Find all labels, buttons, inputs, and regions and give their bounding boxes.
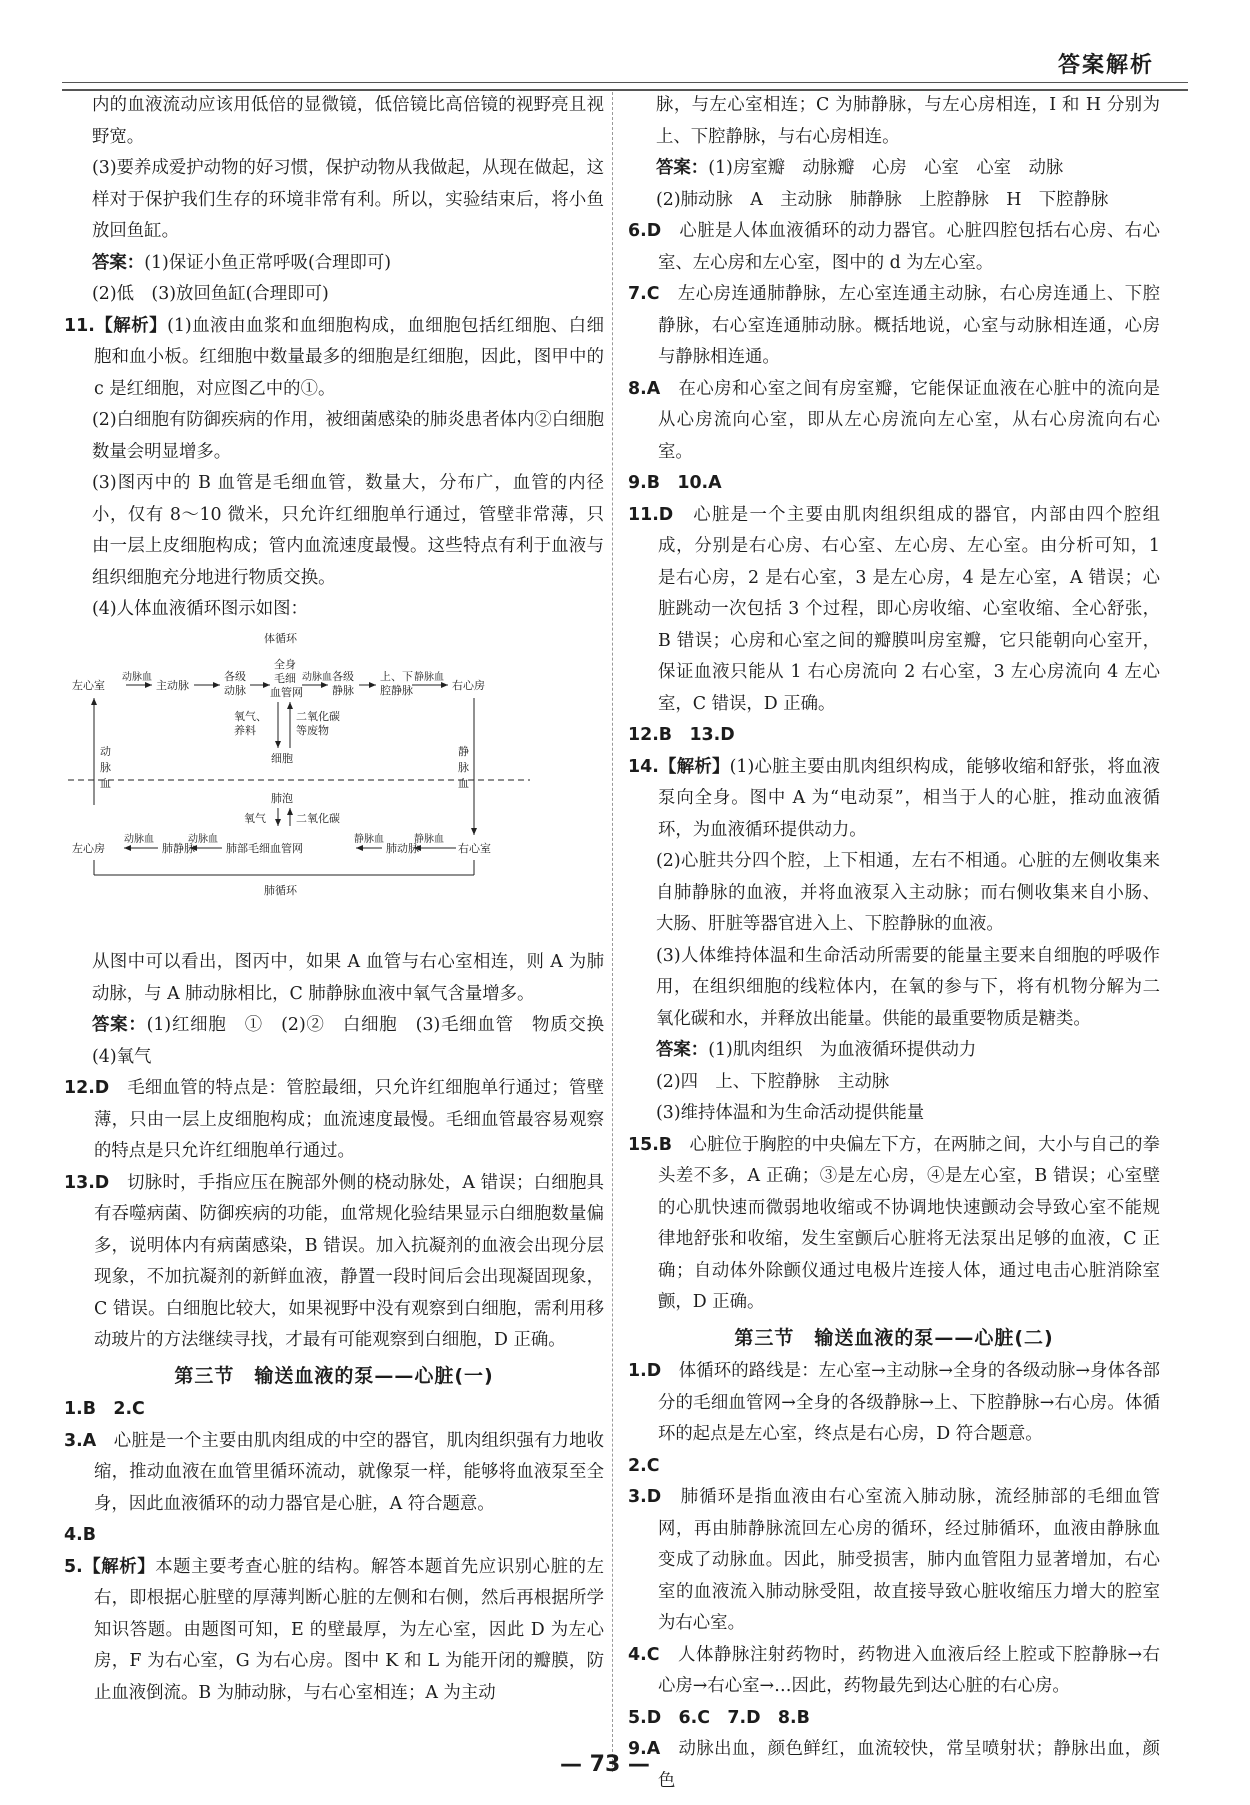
- answer-label: 答案：: [92, 252, 145, 273]
- answer-paragraph: [628, 500, 1160, 721]
- answer-label: 答案：: [656, 1040, 709, 1060]
- answer-paragraph: [64, 1426, 604, 1521]
- label-co2: 二氧化碳: [296, 811, 340, 825]
- answer-text: (3)维持体温和为生命活动提供能量: [656, 1103, 925, 1123]
- answer-text: 毛细血管的特点是：管腔最细，只允许红细胞单行通过；管壁薄，只由一层上皮细胞构成；血流速度最慢。毛细血管最容易观察的特点是只允许红细胞单行通过。: [94, 1078, 604, 1161]
- answer-label: 5.D 6.C 7.D 8.B: [628, 1707, 810, 1728]
- answer-text: (3)要养成爱护动物的好习惯，保护动物从我做起，从现在做起，这样对于保护我们生存的环境非常有利。所以，实验结束后，将小鱼放回鱼缸。: [92, 158, 604, 241]
- answer-text: 心脏位于胸腔的中央偏左下方，在两肺之间，大小与自己的拳头差不多，A 正确；③是左心房，④是左心室，B 错误；心室壁的心肌快速而微弱地收缩或不协调地快速颤动会导致心室不能规律地舒张和收缩，发生室颤后心脏将无法泵出足够的血液，C 正确；自动体外除颤仪通过电极片连接人体，通过电击心脏消除室颤，D 正确。: [658, 1134, 1160, 1312]
- answer-paragraph: [628, 1067, 1160, 1099]
- answer-label: 15.B: [628, 1134, 673, 1155]
- answer-paragraph: [64, 405, 604, 468]
- answer-text: (1)血液由血浆和血细胞构成，血细胞包括红细胞、白细胞和血小板。红细胞中数量最多的细胞是红细胞，因此，图甲中的 c 是红细胞，对应图乙中的①。: [94, 315, 605, 399]
- answer-label: 答案：: [92, 1015, 147, 1035]
- answer-text: 本题主要考查心脏的结构。解答本题首先应识别心脏的左右，即根据心脏壁的厚薄判断心脏的左侧和右侧，然后再根据所学知识答题。由题图可知，E 的壁最厚，为左心室，因此 D 为左心房，F 为右心室，G 为右心房。图中 K 和 L 为能开闭的瓣膜，防止血液倒流。B 为肺动脉，与右心室相连；A 为主动: [94, 1556, 604, 1703]
- node-right-ventricle: 右心室: [458, 841, 491, 855]
- answer-paragraph: [628, 1130, 1160, 1319]
- answer-label: 1.B 2.C: [64, 1399, 145, 1419]
- answer-text: 左心房连通肺静脉，左心室连通主动脉，右心房连通上、下腔静脉，右心室连通肺动脉。概括地说，心室与动脉相连通，心房与静脉相连通。: [658, 284, 1160, 367]
- answer-label: 2.C: [628, 1455, 660, 1476]
- label-oxygen-nutrients-2: 养料: [234, 723, 256, 737]
- answer-text: 从图中可以看出，图丙中，如果 A 血管与右心室相连，则 A 为肺动脉，与 A 肺动脉相比，C 肺静脉血液中氧气含量增多。: [92, 952, 604, 1004]
- answer-text: (1)保证小鱼正常呼吸(合理即可): [144, 252, 392, 273]
- answer-label: 9.A: [628, 1739, 661, 1759]
- blood-circulation-diagram: [64, 630, 604, 942]
- node-arteries-2: 动脉: [224, 683, 246, 697]
- answer-label: 14.【解析】: [628, 756, 730, 777]
- node-vena-cava-2: 腔静脉: [380, 683, 413, 697]
- label-co2-waste-2: 等废物: [296, 723, 329, 737]
- node-arteries-1: 各级: [224, 669, 246, 683]
- label-oxygen-nutrients-1: 氧气、: [234, 709, 267, 723]
- answer-text: 体循环的路线是：左心室→主动脉→全身的各级动脉→身体各部分的毛细血管网→全身的各级静脉→上、下腔静脉→右心房。体循环的起点是左心室，终点是右心房，D 符合题意。: [658, 1361, 1160, 1444]
- answer-paragraph: [64, 1520, 604, 1552]
- answer-text: (1)红细胞 ① (2)② 白细胞 (3)毛细血管 物质交换 (4)氧气: [92, 1015, 622, 1067]
- answer-paragraph: [628, 941, 1160, 1036]
- edge-label-venous-1: 静脉血: [414, 671, 444, 683]
- vertical-venous-3: 血: [458, 776, 469, 790]
- answer-text: (2)心脏共分四个腔，上下相通，左右不相通。心脏的左侧收集来自肺静脉的血液，并将血液泵入主动脉；而右侧收集来自小肠、大肠、肝脏等器官进入上、下腔静脉的血液。: [656, 851, 1160, 934]
- answer-label: 5.【解析】: [64, 1556, 156, 1577]
- answer-paragraph: [628, 153, 1160, 185]
- answer-paragraph: [628, 1734, 1160, 1797]
- node-right-atrium: 右心房: [452, 678, 485, 692]
- answer-paragraph: [628, 90, 1160, 153]
- edge-label-arterial-1: 动脉血: [122, 671, 152, 683]
- answer-text: 切脉时，手指应压在腕部外侧的桡动脉处，A 错误；白细胞具有吞噬病菌、防御疾病的功能，血常规化验结果显示白细胞数量偏多，说明体内有病菌感染，B 错误。加入抗凝剂的血液会出现分层现象，不加抗凝剂的新鲜血液，静置一段时间后会出现凝固现象，C 错误。白细胞比较大，如果视野中没有观察到白细胞，需利用移动玻片的方法继续寻找，才最有可能观察到白细胞，D 正确。: [94, 1172, 604, 1350]
- answer-paragraph: [64, 279, 604, 311]
- node-lung-capillary: 肺部毛细血管网: [226, 841, 303, 855]
- vertical-venous-1: 静: [458, 744, 469, 758]
- node-cell: 细胞: [271, 751, 293, 765]
- answer-paragraph: [628, 216, 1160, 279]
- vertical-arterial-2: 脉: [100, 760, 111, 774]
- label-systemic-circulation: 体循环: [264, 631, 297, 645]
- node-alveoli: 肺泡: [271, 791, 293, 805]
- node-capillary-1: 全身: [274, 657, 296, 671]
- answer-paragraph: [64, 248, 604, 280]
- answer-label: 1.D: [628, 1361, 662, 1381]
- node-aorta: 主动脉: [156, 678, 189, 692]
- answer-paragraph: [64, 153, 604, 248]
- answer-text: 心脏是人体血液循环的动力器官。心脏四腔包括右心房、右心室、左心房和左心室，图中的 d 为左心室。: [658, 221, 1160, 273]
- answer-text: (1)房室瓣 动脉瓣 心房 心室 心室 动脉: [708, 158, 1064, 178]
- answer-label: 12.D: [64, 1078, 110, 1098]
- answer-text: (4)人体血液循环图示如图：: [92, 599, 308, 619]
- answer-label: 11.【解析】: [64, 315, 168, 336]
- section-heading: 第三节 输送血液的泵——心脏(二): [734, 1326, 1054, 1349]
- answer-text: 动脉出血，颜色鲜红，血流较快，常呈喷射状；静脉出血，颜色: [658, 1739, 1160, 1791]
- answer-label: 12.B 13.D: [628, 725, 735, 745]
- answer-label: 4.B: [64, 1525, 96, 1545]
- answer-text: 心脏是一个主要由肌肉组成的中空的器官，肌肉组织强有力地收缩，推动血液在血管里循环流动，就像泵一样，能够将血液泵至全身，因此血液循环的动力器官是心脏，A 符合题意。: [94, 1430, 604, 1514]
- edge-label-venous-4: 静脉血: [414, 833, 444, 845]
- answer-paragraph: [628, 468, 1160, 500]
- answer-paragraph: [628, 1356, 1160, 1451]
- node-pulmonary-artery: 肺动脉: [386, 841, 419, 855]
- answer-text: 心脏是一个主要由肌肉组织组成的器官，内部由四个腔组成，分别是右心房、右心室、左心房、左心室。由分析可知，1 是右心房，2 是右心室，3 是左心房，4 是左心室，A 错误；心脏跳动一次包括 3 个过程，即心房收缩、心室收缩、全心舒张，B 错误；心房和心室之间的瓣膜叫房室瓣，它只能朝向心室开，保证血液只能从 1 右心房流向 2 右心室，3 左心房流向 4 左心室，C 错误，D 正确。: [658, 504, 1160, 714]
- vertical-arterial-1: 动: [100, 744, 111, 758]
- answer-paragraph: [628, 846, 1160, 941]
- answer-text: (3)人体维持体温和生命活动所需要的能量主要来自细胞的呼吸作用，在组织细胞的线粒体内，在氧的参与下，将有机物分解为二氧化碳和水，并释放出能量。供能的最重要物质是糖类。: [656, 945, 1160, 1029]
- vertical-arterial-3: 血: [100, 776, 111, 790]
- answer-paragraph: [64, 90, 604, 153]
- answer-text: (3)图丙中的 B 血管是毛细血管，数量大，分布广，血管的内径小，仅有 8～10 微米，只允许红细胞单行通过，管壁非常薄，只由一层上皮细胞构成；管内血流速度最慢。这些特点有利于血液与组织细胞充分地进行物质交换。: [92, 473, 604, 588]
- answer-label: 13.D: [64, 1172, 110, 1193]
- answer-paragraph: [628, 1482, 1160, 1640]
- answer-text: 肺循环是指血液由右心室流入肺动脉，流经肺部的毛细血管网，再由肺静脉流回左心房的循环，经过肺循环，血液由静脉血变成了动脉血。因此，肺受损害，肺内血管阻力显著增加，右心室的血液流入肺动脉受阻，故直接导致心脏收缩压力增大的腔室为右心室。: [658, 1487, 1160, 1633]
- answer-label: 3.D: [628, 1487, 662, 1507]
- answer-paragraph: [64, 594, 604, 626]
- label-oxygen: 氧气: [244, 811, 266, 825]
- answer-text: (1)心脏主要由肌肉组织构成，能够收缩和舒张，将血液泵向全身。图中 A 为“电动泵”，相当于人的心脏，推动血液循环，为血液循环提供动力。: [658, 756, 1160, 840]
- page-number: — 73 —: [560, 1752, 650, 1777]
- node-pulmonary-vein: 肺静脉: [162, 841, 195, 855]
- answer-paragraph: [64, 1010, 622, 1073]
- label-pulmonary-circulation: 肺循环: [264, 883, 297, 897]
- answer-label: 7.C: [628, 284, 660, 304]
- answer-paragraph: [64, 1168, 604, 1357]
- answer-paragraph: [628, 720, 1160, 752]
- answer-label: 3.A: [64, 1430, 97, 1451]
- answer-text: 脉，与左心室相连；C 为肺静脉，与左心房相连，I 和 H 分别为上、下腔静脉，与右心房相连。: [656, 95, 1160, 147]
- column-divider: [612, 92, 613, 1772]
- right-column: [628, 90, 1160, 1797]
- label-co2-waste-1: 二氧化碳: [296, 709, 340, 723]
- answer-text: (2)肺动脉 A 主动脉 肺静脉 上腔静脉 H 下腔静脉: [656, 189, 1109, 210]
- answer-text: (2)低 (3)放回鱼缸(合理即可): [92, 284, 329, 304]
- node-veins-2: 静脉: [332, 683, 354, 697]
- edge-label-arterial-3: 动脉血: [124, 833, 154, 845]
- answer-label: 11.D: [628, 504, 674, 525]
- answer-label: 答案：: [656, 158, 709, 178]
- answer-paragraph: [64, 1394, 604, 1426]
- answer-paragraph: [628, 752, 1160, 847]
- answer-paragraph: [64, 1073, 604, 1168]
- node-capillary-2: 毛细: [274, 671, 296, 685]
- answer-paragraph: [628, 1035, 1160, 1067]
- answer-paragraph: [628, 185, 1160, 217]
- answer-paragraph: [628, 374, 1160, 469]
- answer-paragraph: [64, 311, 604, 406]
- answer-text: 内的血液流动应该用低倍的显微镜，低倍镜比高倍镜的视野亮且视野宽。: [92, 95, 604, 147]
- answer-paragraph: [64, 947, 604, 1010]
- answer-paragraph: [64, 1552, 604, 1710]
- left-column: [64, 90, 622, 1709]
- answer-paragraph: [628, 1451, 1160, 1483]
- answer-text: 在心房和心室之间有房室瓣，它能保证血液在心脏中的流向是从心房流向心室，即从左心房流向左心室，从右心房流向右心室。: [658, 378, 1160, 462]
- vertical-venous-2: 脉: [458, 760, 469, 774]
- answer-text: 人体静脉注射药物时，药物进入血液后经上腔或下腔静脉→右心房→右心室→…因此，药物最先到达心脏的右心房。: [658, 1644, 1160, 1696]
- answer-label: 9.B 10.A: [628, 473, 722, 493]
- answer-paragraph: [64, 468, 604, 594]
- answer-label: 8.A: [628, 378, 661, 399]
- edge-label-arterial-2: 动脉血: [302, 671, 332, 683]
- section-heading: 第三节 输送血液的泵——心脏(一): [174, 1364, 494, 1387]
- answer-paragraph: [628, 1640, 1160, 1703]
- answer-paragraph: [628, 279, 1160, 374]
- answer-paragraph: [628, 1098, 1160, 1130]
- node-left-atrium: 左心房: [72, 841, 105, 855]
- node-veins-1: 各级: [332, 669, 354, 683]
- edge-label-venous-3: 静脉血: [354, 833, 384, 845]
- answer-text: (2)白细胞有防御疾病的作用，被细菌感染的肺炎患者体内②白细胞数量会明显增多。: [92, 410, 604, 462]
- answer-label: 4.C: [628, 1644, 660, 1665]
- header-title: 答案解析: [1057, 53, 1154, 78]
- answer-text: (2)四 上、下腔静脉 主动脉: [656, 1071, 890, 1092]
- answer-paragraph: [628, 1703, 1160, 1735]
- node-vena-cava-1: 上、下: [380, 669, 413, 683]
- answer-text: (1)肌肉组织 为血液循环提供动力: [708, 1040, 977, 1060]
- node-left-ventricle: 左心室: [72, 678, 105, 692]
- node-capillary-3: 血管网: [270, 685, 303, 699]
- answer-label: 6.D: [628, 221, 662, 241]
- edge-label-arterial-4: 动脉血: [188, 833, 218, 845]
